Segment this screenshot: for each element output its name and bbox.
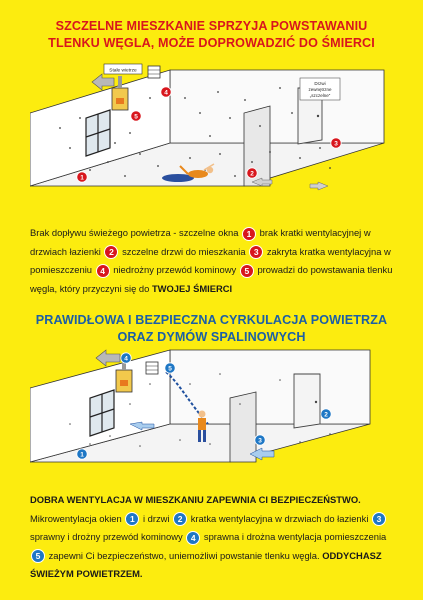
section2-lead: DOBRA WENTYLACJA W MIESZKANIU ZAPEWNIA CI BEZPIECZEŃSTWO. (30, 494, 361, 505)
vent-grille (146, 362, 158, 374)
marker-4 (121, 353, 131, 363)
section1-emphasis: TWOJEJ ŚMIERCI (151, 282, 233, 294)
svg-text:4: 4 (164, 89, 168, 97)
blocked-airflow-arrows (252, 178, 328, 190)
marker-3: 3 (372, 512, 386, 526)
section1-title-line2: TLENKU WĘGLA, MOŻE DOPROWADZIĆ DO ŚMIERCI (48, 36, 375, 50)
marker-2: 2 (104, 245, 118, 259)
door (294, 374, 320, 428)
svg-text:3: 3 (334, 140, 338, 148)
svg-text:4: 4 (124, 355, 128, 363)
door-sign-line3: „szczelne” (309, 93, 331, 98)
gas-water-heater (112, 76, 128, 110)
safe-apartment-illustration (30, 344, 390, 474)
unsafe-apartment-illustration (30, 58, 390, 216)
section2-emphasis: ODDYCHASZ ŚWIEŻYM POWIETRZEM. (30, 549, 382, 580)
ventilation-sign-text: Stałe wietrze (109, 68, 137, 74)
section1-title-line1: SZCZELNE MIESZKANIE SPRZYJA POWSTAWANIU (55, 19, 368, 33)
marker-4 (161, 87, 171, 97)
marker-1 (77, 172, 87, 182)
room-front-wall (230, 392, 256, 462)
marker-4: 4 (96, 264, 110, 278)
marker-1: 1 (242, 227, 256, 241)
section2-description: DOBRA WENTYLACJA W MIESZKANIU ZAPEWNIA CI BEZPIECZEŃSTWO. Mikrowentylacja okien 1 i drzwi 2 kratka wentylacyjna w drzwiach do łazienki 3 sprawny i drożny przewód kominowy 4 sprawna i drożna wentylacja pomieszczenia 5 zapewni Ci bezpieczeństwo, uniemożliwi powstanie tlenku węgla. ODDYCHASZ ŚWIEŻYM POWIETRZEM. (30, 494, 387, 580)
svg-text:2: 2 (250, 170, 254, 178)
room-back-wall (170, 70, 384, 143)
section2-title-line1: PRAWIDŁOWA I BEZPIECZNA CYRKULACJA POWIETRZA (35, 313, 388, 327)
marker-2: 2 (173, 512, 187, 526)
door-sign-line2: zewnętrzne (308, 87, 332, 92)
svg-text:3: 3 (258, 437, 262, 445)
marker-5 (165, 363, 175, 373)
blocked-vent-grille (148, 66, 160, 78)
marker-2 (247, 168, 257, 178)
section1-title (0, 18, 423, 52)
door-sign-line1: Drzwi (314, 81, 326, 86)
marker-3 (255, 435, 265, 445)
marker-4: 4 (186, 531, 200, 545)
marker-5 (131, 111, 141, 121)
section1-description: Brak dopływu świeżego powietrza - szczelne okna 1 brak kratki wentylacyjnej w drzwiach łazienki 2 szczelne drzwi do mieszkania 3 zakryta kratka wentylacyjna w pomieszczeniu 4 niedrożny przewód kominowy 5 prowadzi do powstawania tlenku węgla, który przyczyni się do TWOJEJ ŚMIERCI (30, 227, 393, 294)
marker-5: 5 (31, 549, 45, 563)
svg-text:5: 5 (168, 365, 172, 373)
sealed-window (86, 110, 110, 156)
svg-text:2: 2 (324, 411, 328, 419)
marker-3 (331, 138, 341, 148)
marker-3: 3 (249, 245, 263, 259)
marker-1: 1 (125, 512, 139, 526)
marker-5: 5 (240, 264, 254, 278)
backflow-arrow (92, 74, 114, 90)
door-sign (300, 78, 340, 100)
ventilated-window (90, 390, 114, 436)
svg-text:1: 1 (80, 451, 84, 459)
exhaust-arrow (96, 350, 120, 366)
section2-title (0, 312, 423, 346)
section2-title-line2: ORAZ DYMÓW SPALINOWYCH (117, 330, 306, 344)
ventilation-sign (104, 64, 142, 74)
marker-1 (77, 449, 87, 459)
svg-text:5: 5 (134, 113, 138, 121)
svg-text:1: 1 (80, 174, 84, 182)
marker-2 (321, 409, 331, 419)
